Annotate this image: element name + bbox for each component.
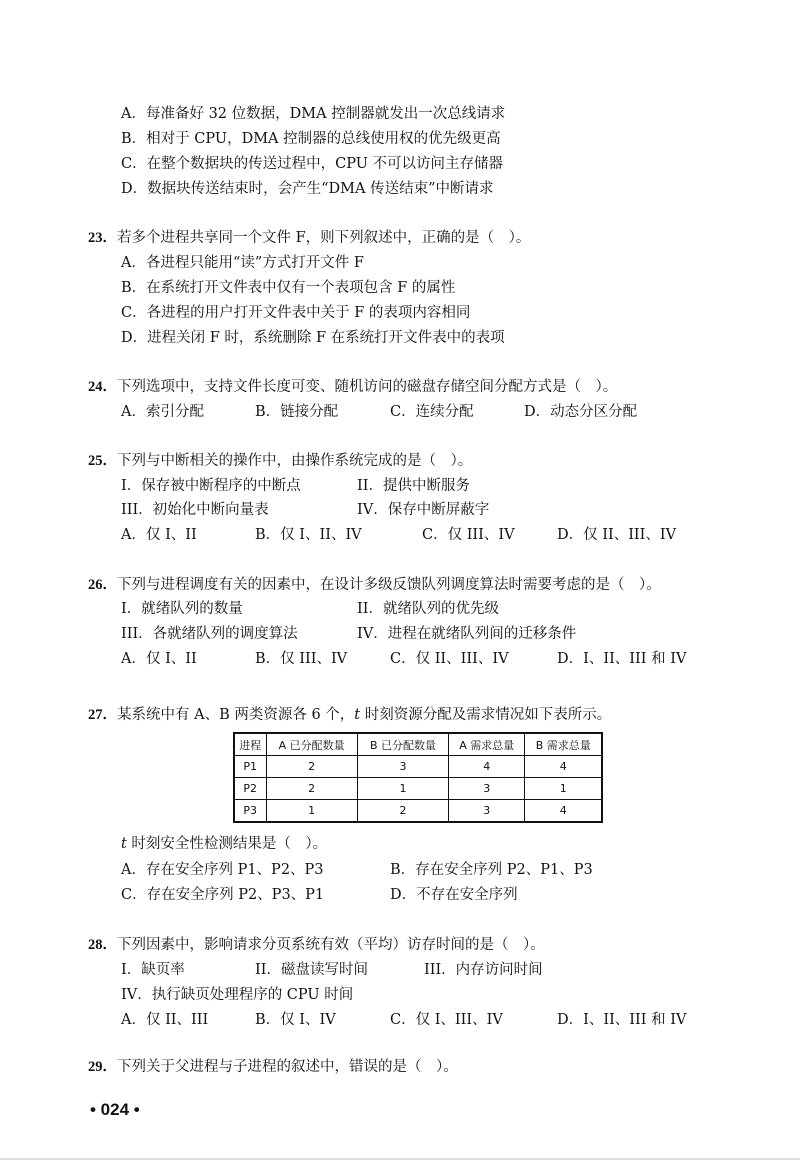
q26-option-b: B．仅 III、IV <box>255 651 348 667</box>
question-24 <box>88 377 617 397</box>
followup-text: 时刻安全性检测结果是（ ）。 <box>126 836 328 852</box>
q27-option-c: C．存在安全序列 P2、P3、P1 <box>121 887 325 903</box>
q25-option-d: D．仅 II、III、IV <box>557 527 677 543</box>
table-cell: 4 <box>449 756 525 778</box>
q24-option-d: D．动态分区分配 <box>524 404 638 420</box>
time-variable: t <box>121 836 127 852</box>
q25-item-2: II．提供中断服务 <box>357 478 470 494</box>
question-27 <box>88 705 611 725</box>
question-26 <box>88 575 661 595</box>
question-stem-b: 时刻资源分配及需求情况如下表所示。 <box>360 707 612 723</box>
question-number: 23． <box>88 230 117 246</box>
q27-followup <box>121 834 327 854</box>
q27-option-a: A．存在安全序列 P1、P2、P3 <box>121 862 324 878</box>
page-number: • 024 • <box>90 1100 140 1119</box>
q22-option-d: D．数据块传送结束时，会产生“DMA 传送结束”中断请求 <box>121 181 494 197</box>
table-row <box>234 778 602 800</box>
table-cell: 4 <box>525 756 602 778</box>
q28-item-2: II．磁盘读写时间 <box>255 962 368 978</box>
table-cell: 2 <box>357 800 448 823</box>
q24-option-a: A．索引分配 <box>121 404 204 420</box>
q22-option-c: C．在整个数据块的传送过程中，CPU 不可以访问主存储器 <box>121 156 504 172</box>
table-cell: 1 <box>525 778 602 800</box>
q26-item-2: II．就绪队列的优先级 <box>357 601 499 617</box>
question-stem: 下列与进程调度有关的因素中，在设计多级反馈队列调度算法时需要考虑的是（ ）。 <box>117 577 661 593</box>
question-stem: 下列关于父进程与子进程的叙述中，错误的是（ ）。 <box>117 1059 458 1075</box>
table-cell: 3 <box>357 756 448 778</box>
question-number: 24． <box>88 379 117 395</box>
question-28 <box>88 935 545 955</box>
question-number: 27． <box>88 707 117 723</box>
question-25 <box>88 451 472 471</box>
table-cell: P1 <box>234 756 266 778</box>
q25-option-c: C．仅 III、IV <box>422 527 515 543</box>
q23-option-c: C．各进程的用户打开文件表中关于 F 的表项内容相同 <box>121 305 471 321</box>
q25-item-3: III．初始化中断向量表 <box>121 502 269 518</box>
q28-option-d: D．I、II、III 和 IV <box>557 1012 687 1028</box>
q28-option-c: C．仅 I、III、IV <box>390 1012 503 1028</box>
q26-option-c: C．仅 II、III、IV <box>390 651 509 667</box>
table-cell: 2 <box>266 756 357 778</box>
q27-option-d: D．不存在安全序列 <box>390 887 518 903</box>
question-number: 26． <box>88 577 117 593</box>
q25-option-b: B．仅 I、II、IV <box>255 527 362 543</box>
q25-option-a: A．仅 I、II <box>121 527 197 543</box>
table-cell: P2 <box>234 778 266 800</box>
q28-item-4: IV．执行缺页处理程序的 CPU 时间 <box>121 987 354 1003</box>
q27-option-b: B．存在安全序列 P2、P1、P3 <box>390 862 593 878</box>
table-cell: 1 <box>266 800 357 823</box>
table-row <box>234 800 602 823</box>
table-header: A 已分配数量 <box>266 733 357 756</box>
q23-option-d: D．进程关闭 F 时，系统删除 F 在系统打开文件表中的表项 <box>121 330 505 346</box>
table-cell: P3 <box>234 800 266 823</box>
table-cell: 2 <box>266 778 357 800</box>
q26-item-3: III．各就绪队列的调度算法 <box>121 626 298 642</box>
page-bottom-edge <box>0 1158 800 1160</box>
table-header: B 已分配数量 <box>357 733 448 756</box>
time-variable: t <box>354 707 361 723</box>
q24-option-b: B．链接分配 <box>255 404 339 420</box>
table-header: A 需求总量 <box>449 733 525 756</box>
q22-option-b: B．相对于 CPU，DMA 控制器的总线使用权的优先级更高 <box>121 131 501 147</box>
table-cell: 3 <box>449 800 525 823</box>
resource-table <box>233 732 603 823</box>
question-number: 25． <box>88 453 117 469</box>
q25-item-1: I．保存被中断程序的中断点 <box>121 478 301 494</box>
table-header-row <box>234 733 602 756</box>
question-29 <box>88 1057 458 1077</box>
q28-item-3: III．内存访问时间 <box>424 962 543 978</box>
q25-item-4: IV．保存中断屏蔽字 <box>357 502 490 518</box>
question-stem: 若多个进程共享同一个文件 F，则下列叙述中，正确的是（ ）。 <box>117 230 531 246</box>
table-cell: 4 <box>525 800 602 823</box>
q22-option-a: A．每准备好 32 位数据，DMA 控制器就发出一次总线请求 <box>121 106 506 122</box>
q26-item-4: IV．进程在就绪队列间的迁移条件 <box>357 626 577 642</box>
question-number: 29． <box>88 1059 117 1075</box>
question-stem: 下列选项中，支持文件长度可变、随机访问的磁盘存储空间分配方式是（ ）。 <box>117 379 618 395</box>
question-23 <box>88 228 530 248</box>
q23-option-a: A．各进程只能用“读”方式打开文件 F <box>121 255 364 271</box>
q24-option-c: C．连续分配 <box>390 404 474 420</box>
table-header: B 需求总量 <box>525 733 602 756</box>
q23-option-b: B．在系统打开文件表中仅有一个表项包含 F 的属性 <box>121 280 456 296</box>
question-stem: 下列因素中，影响请求分页系统有效（平均）访存时间的是（ ）。 <box>117 937 545 953</box>
question-stem-a: 某系统中有 A、B 两类资源各 6 个， <box>117 707 355 723</box>
table-row <box>234 756 602 778</box>
q28-option-a: A．仅 II、III <box>121 1012 209 1028</box>
q28-item-1: I．缺页率 <box>121 962 185 978</box>
question-number: 28． <box>88 937 117 953</box>
table-header: 进程 <box>234 733 266 756</box>
q26-option-a: A．仅 I、II <box>121 651 197 667</box>
table-cell: 1 <box>357 778 448 800</box>
q28-option-b: B．仅 I、IV <box>255 1012 336 1028</box>
q26-item-1: I．就绪队列的数量 <box>121 601 243 617</box>
q26-option-d: D．I、II、III 和 IV <box>557 651 687 667</box>
table-cell: 3 <box>449 778 525 800</box>
question-stem: 下列与中断相关的操作中，由操作系统完成的是（ ）。 <box>117 453 473 469</box>
